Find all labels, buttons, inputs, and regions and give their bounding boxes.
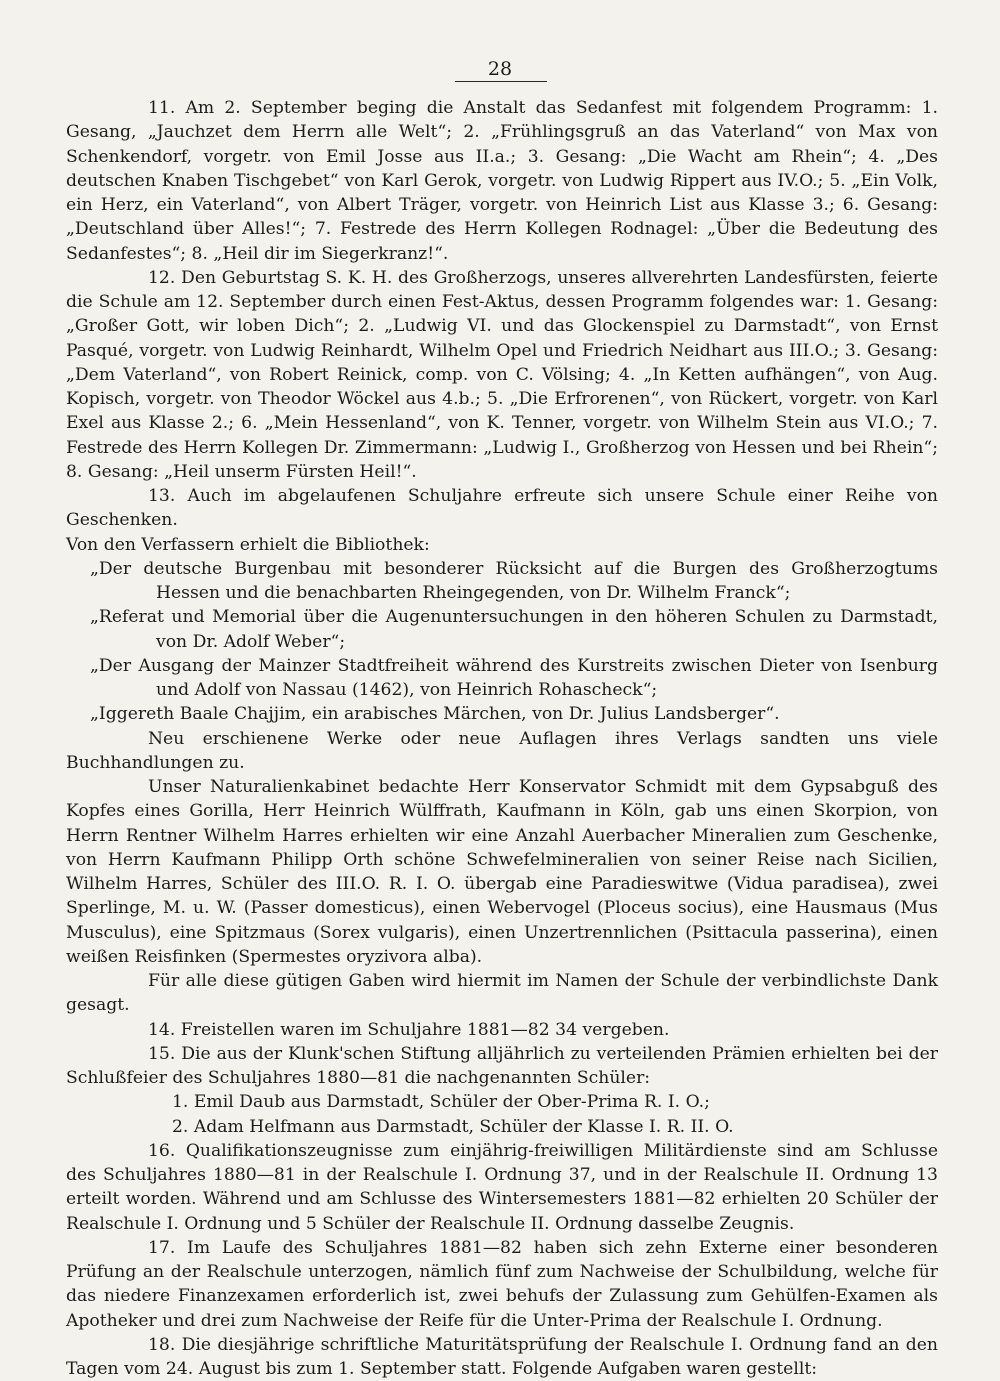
prize-winner-1: 1. Emil Daub aus Darmstadt, Schüler der Ober-Prima R. I. O.; bbox=[172, 1092, 710, 1113]
paragraph-natural-history: Unser Naturalienkabinet bedachte Herr Konservator Schmidt mit dem Gypsabguß des Kopfes eines Gorilla, Herr Heinrich Wülffrath, Kaufmann in Köln, gab uns einen Skorpion, von Herrn Rentner Wilhelm Harres erhielten wir eine Anzahl Auerbacher Mineralien zum Geschenke, von Herrn Kaufmann Philipp Orth schöne Schwefelmineralien von seiner Reise nach Sicilien, Wilhelm Harres, Schüler des III.O. R. I. O. übergab eine Paradieswitwe (Vidua paradisea), zwei Sperlinge, M. u. W. (Passer domesticus), einen Webervogel (Ploceus socius), eine Hausmaus (Mus Musculus), eine Spitzmaus (Sorex vulgaris), einen Unzertrennlichen (Psittacula passerina), einen weißen Reisfinken (Spermestes oryzivora alba). bbox=[66, 777, 938, 967]
library-gift-1: „Der deutsche Burgenbau mit besonderer Rücksicht auf die Burgen des Großherzogtums Hessen und die benachbarten Rheingegenden, von Dr. Wilhelm Franck“; bbox=[90, 558, 938, 603]
paragraph-17: 17. Im Laufe des Schuljahres 1881—82 haben sich zehn Externe einer besonderen Prüfung an der Realschule unterzogen, nämlich fünf zum Nachweise der Schulbildung, welche für das niedere Finanzexamen erforderlich ist, zwei behufs der Zulassung zum Gehülfen-Examen als Apotheker und drei zum Nachweise der Reife für die Unter-Prima der Realschule I. Ordnung. bbox=[66, 1237, 938, 1331]
library-gift-2: „Referat und Memorial über die Augenuntersuchungen in den höheren Schulen zu Darmstadt, von Dr. Adolf Weber“; bbox=[90, 607, 938, 652]
page-number: 28 bbox=[487, 58, 513, 80]
library-gift-3: „Der Ausgang der Mainzer Stadtfreiheit während des Kurstreits zwischen Dieter von Isenburg und Adolf von Nassau (1462), von Heinrich Rohascheck“; bbox=[90, 655, 938, 700]
paragraph-14: 14. Freistellen waren im Schuljahre 1881—82 34 vergeben. bbox=[148, 1019, 670, 1040]
paragraph-12: 12. Den Geburtstag S. K. H. des Großherzogs, unseres allverehrten Landesfürsten, feierte die Schule am 12. September durch einen Fest-Aktus, dessen Programm folgendes war: 1. Gesang: „Großer Gott, wir loben Dich“; 2. „Ludwig VI. und das Glockenspiel zu Darmstadt“, von Ernst Pasqué, vorgetr. von Ludwig Reinhardt, Wilhelm Opel und Friedrich Neidhart aus III.O.; 3. Gesang: „Dem Vaterland“, von Robert Reinick, comp. von C. Völsing; 4. „In Ketten aufhängen“, von Aug. Kopisch, vorgetr. von Theodor Wöckel aus 4.b.; 5. „Die Erfrorenen“, von Rückert, vorgetr. von Karl Exel aus Klasse 2.; 6. „Mein Hessenland“, von K. Tenner, vorgetr. von Wilhelm Stein aus VI.O.; 7. Festrede des Herrn Kollegen Dr. Zimmermann: „Ludwig I., Großherzog von Hessen und bei Rhein“; 8. Gesang: „Heil unserm Fürsten Heil!“. bbox=[66, 267, 938, 482]
paragraph-16: 16. Qualifikationszeugnisse zum einjährig-freiwilligen Militärdienste sind am Schlusse des Schuljahres 1880—81 in der Realschule I. Ordnung 37, und in der Realschule II. Ordnung 13 erteilt worden. Während und am Schlusse des Wintersemesters 1881—82 erhielten 20 Schüler der Realschule I. Ordnung und 5 Schüler der Realschule II. Ordnung dasselbe Zeugnis. bbox=[66, 1140, 938, 1234]
body-text bbox=[66, 96, 938, 1381]
paragraph-18: 18. Die diesjährige schriftliche Maturitätsprüfung der Realschule I. Ordnung fand an den Tagen vom 24. August bis zum 1. September statt. Folgende Aufgaben waren gestellt: bbox=[66, 1334, 938, 1379]
paragraph-15: 15. Die aus der Klunk'schen Stiftung alljährlich zu verteilenden Prämien erhielten bei der Schlußfeier des Schuljahres 1880—81 die nachgenannten Schüler: bbox=[66, 1043, 938, 1088]
paragraph-13: 13. Auch im abgelaufenen Schuljahre erfreute sich unsere Schule einer Reihe von Geschenken. bbox=[66, 486, 938, 531]
paragraph-11: 11. Am 2. September beging die Anstalt das Sedanfest mit folgendem Programm: 1. Gesang, „Jauchzet dem Herrn alle Welt“; 2. „Frühlingsgruß an das Vaterland“ von Max von Schenkendorf, vorgetr. von Emil Josse aus II.a.; 3. Gesang: „Die Wacht am Rhein“; 4. „Des deutschen Knaben Tischgebet“ von Karl Gerok, vorgetr. von Ludwig Rippert aus IV.O.; 5. „Ein Volk, ein Herz, ein Vaterland“, von Albert Träger, vorgetr. von Heinrich List aus Klasse 3.; 6. Gesang: „Deutschland über Alles!“; 7. Festrede des Herrn Kollegen Rodnagel: „Über die Bedeutung des Sedanfestes“; 8. „Heil dir im Siegerkranz!“. bbox=[66, 98, 938, 264]
page-number-rule bbox=[455, 81, 547, 82]
prize-winner-2: 2. Adam Helfmann aus Darmstadt, Schüler der Klasse I. R. II. O. bbox=[172, 1116, 734, 1137]
paragraph-thanks: Für alle diese gütigen Gaben wird hiermit im Namen der Schule der verbindlichste Dank gesagt. bbox=[66, 971, 938, 1016]
paragraph-publishers: Neu erschienene Werke oder neue Auflagen ihres Verlags sandten uns viele Buchhandlungen zu. bbox=[66, 728, 938, 773]
library-gift-4: „Iggereth Baale Chajjim, ein arabisches Märchen, von Dr. Julius Landsberger“. bbox=[90, 704, 780, 725]
paragraph-13-library: Von den Verfassern erhielt die Bibliothek: bbox=[66, 534, 430, 555]
